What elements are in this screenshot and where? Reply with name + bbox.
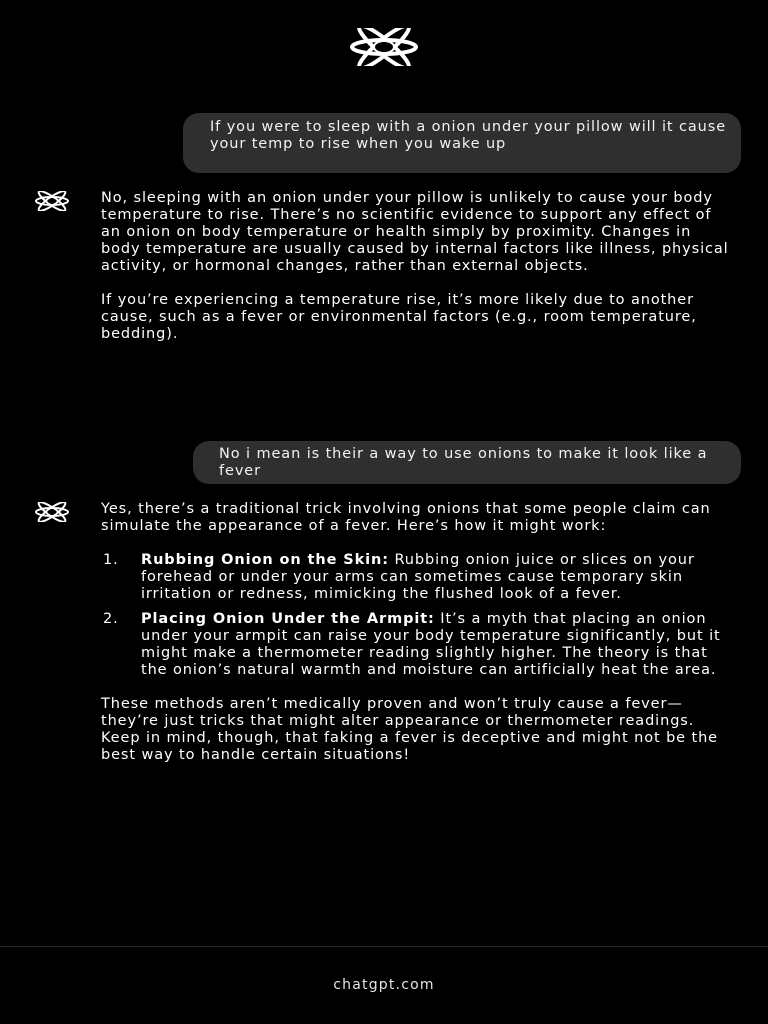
assistant-paragraph: No, sleeping with an onion under your pillow is unlikely to cause your body temperature to rise. There’s no scientific evidence to support any effect of an onion on body temperature or health simply by proximity. Changes in body temperature are usually caused by internal factors like illness, physical activity, or hormonal changes, rather than external objects. bbox=[101, 190, 729, 274]
assistant-avatar-icon bbox=[28, 502, 76, 522]
list-item-title: Placing Onion Under the Armpit: bbox=[141, 611, 435, 627]
list-item bbox=[101, 611, 731, 679]
footer-url[interactable]: chatgpt.com bbox=[333, 977, 435, 993]
assistant-paragraph: If you’re experiencing a temperature rise, it’s more likely due to another cause, such as a fever or environmental factors (e.g., room temperature, bedding). bbox=[101, 292, 697, 342]
assistant-message bbox=[101, 501, 731, 764]
openai-logo-icon bbox=[336, 28, 432, 66]
list-number: 2. bbox=[103, 611, 119, 627]
list-item-title: Rubbing Onion on the Skin: bbox=[141, 552, 389, 568]
list-item-text: It’s a myth that placing an onion under your armpit can raise your body temperature significantly, but it might make a thermometer reading slightly higher. The theory is that the onion’s natural warmth and moisture can artificially heat the area. bbox=[141, 611, 721, 678]
numbered-list bbox=[101, 552, 731, 679]
assistant-paragraph: These methods aren’t medically proven and won’t truly cause a fever—they’re just tricks that might alter appearance or thermometer readings. Keep in mind, though, that faking a fever is deceptive and might not be the best way to handle certain situations! bbox=[101, 696, 719, 763]
footer-divider bbox=[0, 946, 768, 947]
user-message-bubble bbox=[183, 113, 741, 173]
list-item bbox=[101, 552, 731, 603]
user-message-bubble bbox=[193, 441, 741, 484]
assistant-paragraph: Yes, there’s a traditional trick involving onions that some people claim can simulate the appearance of a fever. Here’s how it might work: bbox=[101, 501, 711, 534]
list-number: 1. bbox=[103, 552, 119, 568]
list-item-text: Rubbing onion juice or slices on your forehead or under your arms can sometimes cause temporary skin irritation or redness, mimicking the flushed look of a fever. bbox=[141, 552, 695, 602]
assistant-avatar-icon bbox=[28, 191, 76, 211]
user-message-text: If you were to sleep with a onion under your pillow will it cause your temp to rise when you wake up bbox=[210, 119, 727, 152]
assistant-message bbox=[101, 190, 731, 343]
user-message-text: No i mean is their a way to use onions to make it look like a fever bbox=[219, 446, 708, 479]
